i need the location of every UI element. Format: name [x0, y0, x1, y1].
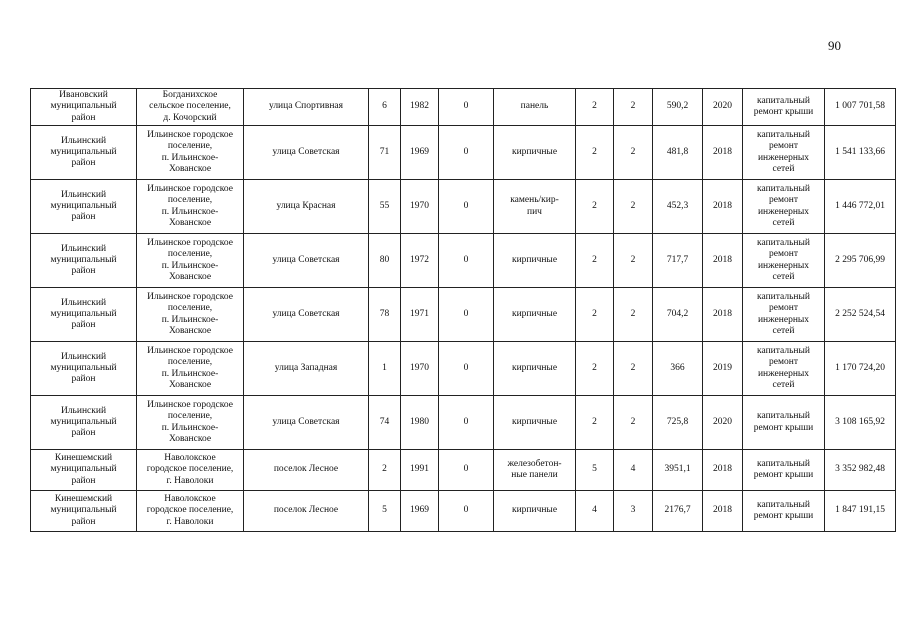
cell-area: 704,2 [653, 288, 703, 342]
cell-wall-material-line: кирпичные [511, 362, 558, 373]
cell-entrances: 2 [614, 396, 653, 450]
cell-street: улица Советская [244, 288, 369, 342]
cell-settlement-line: поселение, [167, 195, 213, 206]
cell-work-type-line: инженерных [757, 314, 810, 325]
cell-district-line: район [71, 266, 96, 277]
cell-wall-material-line: кирпичные [511, 146, 558, 157]
cell-settlement-line: Ильинское городское [147, 345, 233, 356]
cell-floors: 2 [576, 89, 614, 126]
cell-house-number: 2 [369, 450, 401, 491]
cell-district-line: Ильинский [60, 351, 107, 362]
cell-settlement [137, 396, 244, 450]
cell-work-type-line: сетей [772, 380, 795, 391]
table-row [31, 342, 896, 396]
cell-work-type-line: сетей [772, 272, 795, 283]
cell-area: 725,8 [653, 396, 703, 450]
page-number: 90 [828, 38, 841, 53]
cell-work-type-line: капитальный [757, 291, 810, 302]
cell-work-type-line: капитальный [757, 458, 810, 469]
cell-district-line: муниципальный [50, 505, 117, 516]
cell-settlement-line: п. Ильинское- [161, 314, 219, 325]
cell-work-type-line: инженерных [757, 260, 810, 271]
cell-sum: 1 007 701,58 [825, 89, 896, 126]
cell-settlement-line: Наволокское [164, 453, 216, 464]
cell-settlement-line: п. Ильинское- [161, 152, 219, 163]
cell-zero-value: 0 [439, 396, 494, 450]
cell-house-number: 80 [369, 234, 401, 288]
cell-work-type-line: инженерных [757, 152, 810, 163]
cell-settlement-line: Хованское [168, 218, 212, 229]
cell-sum: 1 541 133,66 [825, 126, 896, 180]
cell-district-line: Ивановский [59, 90, 108, 100]
cell-entrances: 2 [614, 342, 653, 396]
cell-plan-year: 2018 [703, 234, 743, 288]
cell-settlement [137, 288, 244, 342]
cell-settlement-line: поселение, [167, 141, 213, 152]
cell-wall-material-line: кирпичные [511, 505, 558, 516]
cell-wall-material [494, 396, 576, 450]
cell-plan-year: 2018 [703, 288, 743, 342]
cell-wall-material [494, 450, 576, 491]
cell-plan-year: 2020 [703, 396, 743, 450]
cell-zero-value: 0 [439, 89, 494, 126]
cell-plan-year: 2020 [703, 89, 743, 126]
cell-settlement-line: п. Ильинское- [161, 260, 219, 271]
cell-work-type-line: капитальный [757, 237, 810, 248]
cell-build-year: 1969 [401, 126, 439, 180]
cell-build-year: 1972 [401, 234, 439, 288]
cell-area: 3951,1 [653, 450, 703, 491]
cell-build-year: 1970 [401, 180, 439, 234]
cell-entrances: 3 [614, 491, 653, 532]
cell-area: 2176,7 [653, 491, 703, 532]
cell-work-type [743, 450, 825, 491]
cell-district-line: муниципальный [50, 200, 117, 211]
cell-settlement-line: Ильинское городское [147, 291, 233, 302]
cell-build-year: 1991 [401, 450, 439, 491]
cell-work-type-line: ремонт [769, 303, 798, 314]
cell-plan-year: 2018 [703, 126, 743, 180]
table-row [31, 89, 896, 126]
cell-work-type [743, 234, 825, 288]
cell-street: улица Красная [244, 180, 369, 234]
cell-work-type [743, 396, 825, 450]
cell-entrances: 2 [614, 234, 653, 288]
cell-street: улица Спортивная [244, 89, 369, 126]
cell-work-type-line: ремонт крыши [753, 422, 814, 433]
cell-settlement-line: п. Ильинское- [161, 368, 219, 379]
cell-work-type [743, 89, 825, 126]
table-row [31, 180, 896, 234]
cell-settlement-line: Хованское [168, 326, 212, 337]
cell-sum: 3 352 982,48 [825, 450, 896, 491]
cell-house-number: 74 [369, 396, 401, 450]
cell-work-type [743, 491, 825, 532]
cell-wall-material [494, 491, 576, 532]
cell-work-type-line: капитальный [757, 411, 810, 422]
cell-district-line: Ильинский [60, 405, 107, 416]
cell-wall-material [494, 126, 576, 180]
cell-house-number: 1 [369, 342, 401, 396]
cell-wall-material-line: пич [527, 206, 542, 217]
cell-district [31, 89, 137, 126]
cell-work-type-line: ремонт [769, 141, 798, 152]
cell-settlement [137, 491, 244, 532]
cell-work-type-line: сетей [772, 218, 795, 229]
cell-district-line: Кинешемский [54, 494, 113, 505]
cell-district-line: район [71, 374, 96, 385]
cell-work-type [743, 342, 825, 396]
cell-house-number: 6 [369, 89, 401, 126]
cell-wall-material-line: кирпичные [511, 254, 558, 265]
cell-settlement [137, 450, 244, 491]
cell-district-line: район [71, 158, 96, 169]
cell-work-type-line: ремонт крыши [753, 511, 814, 522]
cell-settlement [137, 126, 244, 180]
cell-floors: 2 [576, 126, 614, 180]
cell-zero-value: 0 [439, 342, 494, 396]
cell-district [31, 288, 137, 342]
cell-street: улица Советская [244, 396, 369, 450]
cell-zero-value: 0 [439, 288, 494, 342]
cell-settlement-line: сельское поселение, [149, 101, 231, 112]
cell-build-year: 1970 [401, 342, 439, 396]
cell-sum: 2 295 706,99 [825, 234, 896, 288]
cell-wall-material-line: кирпичные [511, 416, 558, 427]
cell-settlement-line: Хованское [168, 164, 212, 175]
cell-floors: 2 [576, 396, 614, 450]
cell-district-line: район [71, 516, 96, 527]
cell-settlement-line: поселение, [167, 303, 213, 314]
cell-zero-value: 0 [439, 180, 494, 234]
cell-district [31, 342, 137, 396]
cell-entrances: 2 [614, 126, 653, 180]
cell-district-line: Ильинский [60, 243, 107, 254]
cell-floors: 5 [576, 450, 614, 491]
cell-work-type-line: инженерных [757, 206, 810, 217]
cell-district-line: муниципальный [50, 308, 117, 319]
cell-settlement-line: городское поселение, [146, 464, 234, 475]
cell-settlement-line: Наволокское [164, 494, 216, 505]
cell-settlement-line: Хованское [168, 380, 212, 391]
cell-settlement-line: поселение, [167, 249, 213, 260]
table-row [31, 126, 896, 180]
cell-entrances: 2 [614, 180, 653, 234]
cell-street: улица Советская [244, 126, 369, 180]
cell-sum: 1 170 724,20 [825, 342, 896, 396]
cell-work-type [743, 126, 825, 180]
cell-area: 366 [653, 342, 703, 396]
cell-settlement-line: Ильинское городское [147, 129, 233, 140]
cell-area: 481,8 [653, 126, 703, 180]
cell-settlement-line: г. Наволоки [166, 516, 214, 527]
cell-district-line: Ильинский [60, 297, 107, 308]
cell-settlement-line: г. Наволоки [166, 475, 214, 486]
cell-house-number: 78 [369, 288, 401, 342]
cell-settlement-line: п. Ильинское- [161, 206, 219, 217]
cell-wall-material [494, 89, 576, 126]
cell-settlement-line: Хованское [168, 434, 212, 445]
cell-work-type-line: ремонт [769, 249, 798, 260]
cell-build-year: 1969 [401, 491, 439, 532]
cell-entrances: 2 [614, 89, 653, 126]
cell-wall-material [494, 234, 576, 288]
cell-work-type-line: капитальный [757, 499, 810, 510]
cell-house-number: 55 [369, 180, 401, 234]
cell-district-line: район [71, 112, 96, 123]
cell-district-line: Кинешемский [54, 453, 113, 464]
cell-work-type-line: ремонт [769, 357, 798, 368]
cell-house-number: 5 [369, 491, 401, 532]
cell-settlement [137, 342, 244, 396]
cell-district-line: Ильинский [60, 189, 107, 200]
cell-plan-year: 2018 [703, 450, 743, 491]
cell-settlement-line: Богданихское [162, 90, 218, 100]
cell-wall-material-line: панель [520, 101, 549, 112]
housing-repair-table [30, 88, 896, 532]
cell-work-type-line: капитальный [757, 345, 810, 356]
cell-work-type-line: инженерных [757, 368, 810, 379]
cell-work-type [743, 288, 825, 342]
table-row [31, 491, 896, 532]
cell-settlement-line: д. Кочорский [163, 112, 217, 123]
cell-house-number: 71 [369, 126, 401, 180]
cell-district [31, 180, 137, 234]
cell-street: поселок Лесное [244, 491, 369, 532]
cell-settlement-line: городское поселение, [146, 505, 234, 516]
cell-wall-material-line: камень/кир- [510, 195, 559, 206]
table-row [31, 450, 896, 491]
cell-work-type-line: капитальный [757, 129, 810, 140]
cell-work-type-line: капитальный [757, 95, 810, 106]
cell-work-type-line: сетей [772, 164, 795, 175]
cell-street: поселок Лесное [244, 450, 369, 491]
cell-plan-year: 2018 [703, 491, 743, 532]
cell-wall-material [494, 288, 576, 342]
cell-wall-material-line: кирпичные [511, 308, 558, 319]
cell-district [31, 396, 137, 450]
cell-district-line: муниципальный [50, 101, 117, 112]
cell-district-line: район [71, 428, 96, 439]
cell-district [31, 491, 137, 532]
table-row [31, 234, 896, 288]
cell-street: улица Советская [244, 234, 369, 288]
cell-area: 590,2 [653, 89, 703, 126]
cell-plan-year: 2019 [703, 342, 743, 396]
cell-sum: 3 108 165,92 [825, 396, 896, 450]
cell-work-type [743, 180, 825, 234]
cell-work-type-line: ремонт [769, 195, 798, 206]
cell-district-line: муниципальный [50, 146, 117, 157]
cell-district-line: муниципальный [50, 416, 117, 427]
cell-plan-year: 2018 [703, 180, 743, 234]
cell-entrances: 4 [614, 450, 653, 491]
cell-floors: 2 [576, 342, 614, 396]
cell-wall-material [494, 342, 576, 396]
cell-district [31, 126, 137, 180]
cell-work-type-line: ремонт крыши [753, 107, 814, 118]
cell-sum: 1 847 191,15 [825, 491, 896, 532]
cell-work-type-line: капитальный [757, 183, 810, 194]
cell-district-line: муниципальный [50, 464, 117, 475]
cell-sum: 2 252 524,54 [825, 288, 896, 342]
cell-zero-value: 0 [439, 126, 494, 180]
cell-settlement-line: поселение, [167, 357, 213, 368]
cell-wall-material-line: ные панели [511, 470, 558, 481]
cell-work-type-line: ремонт крыши [753, 470, 814, 481]
cell-district-line: район [71, 320, 96, 331]
cell-district-line: Ильинский [60, 135, 107, 146]
cell-floors: 2 [576, 234, 614, 288]
cell-zero-value: 0 [439, 450, 494, 491]
cell-floors: 4 [576, 491, 614, 532]
table-row [31, 288, 896, 342]
cell-build-year: 1971 [401, 288, 439, 342]
cell-floors: 2 [576, 180, 614, 234]
cell-work-type-line: сетей [772, 326, 795, 337]
cell-area: 717,7 [653, 234, 703, 288]
cell-settlement-line: п. Ильинское- [161, 422, 219, 433]
cell-sum: 1 446 772,01 [825, 180, 896, 234]
cell-settlement [137, 89, 244, 126]
cell-area: 452,3 [653, 180, 703, 234]
cell-build-year: 1982 [401, 89, 439, 126]
cell-zero-value: 0 [439, 491, 494, 532]
cell-settlement-line: Ильинское городское [147, 399, 233, 410]
cell-district-line: муниципальный [50, 362, 117, 373]
cell-settlement [137, 234, 244, 288]
cell-district [31, 234, 137, 288]
cell-district-line: район [71, 475, 96, 486]
cell-district-line: муниципальный [50, 254, 117, 265]
cell-build-year: 1980 [401, 396, 439, 450]
table-row [31, 396, 896, 450]
cell-zero-value: 0 [439, 234, 494, 288]
cell-settlement [137, 180, 244, 234]
cell-floors: 2 [576, 288, 614, 342]
cell-street: улица Западная [244, 342, 369, 396]
cell-district [31, 450, 137, 491]
cell-settlement-line: Ильинское городское [147, 183, 233, 194]
cell-settlement-line: поселение, [167, 411, 213, 422]
cell-settlement-line: Хованское [168, 272, 212, 283]
cell-settlement-line: Ильинское городское [147, 237, 233, 248]
cell-entrances: 2 [614, 288, 653, 342]
cell-district-line: район [71, 212, 96, 223]
table-body [31, 89, 896, 532]
cell-wall-material-line: железобетон- [507, 458, 562, 469]
cell-wall-material [494, 180, 576, 234]
